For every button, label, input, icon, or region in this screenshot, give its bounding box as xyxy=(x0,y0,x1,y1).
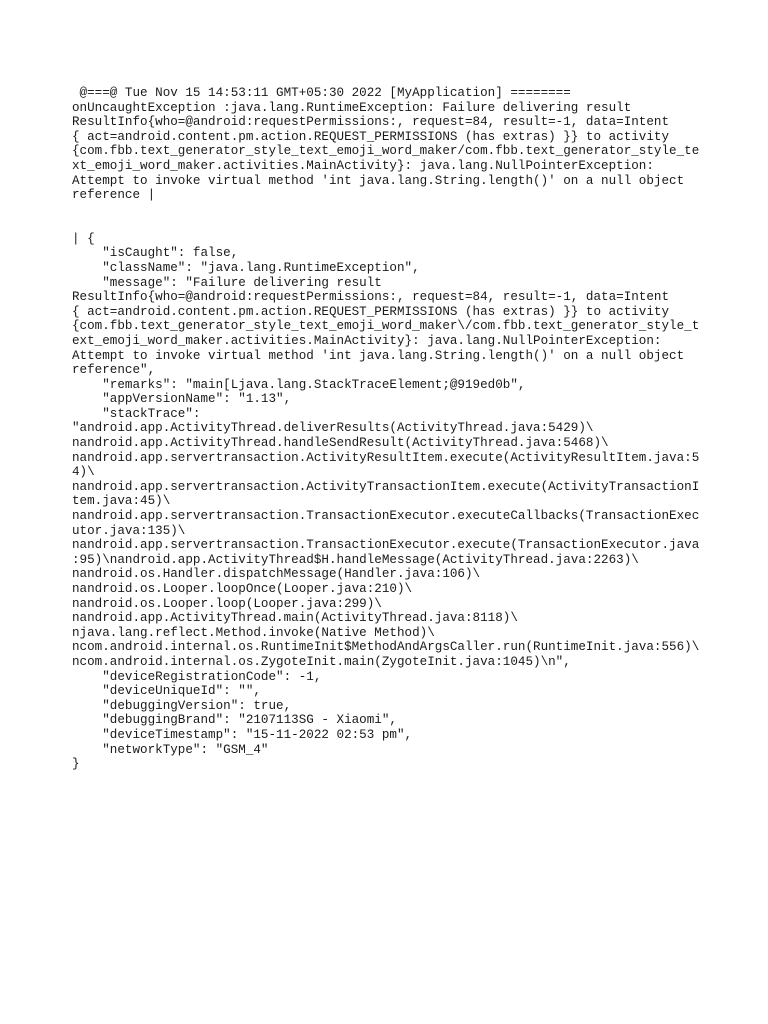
json-line: tem.java:45)\ xyxy=(72,494,171,509)
json-line: ext_emoji_word_maker.activities.MainActivity}: java.lang.NullPointerException: xyxy=(72,333,662,348)
json-line: 4)\ xyxy=(72,465,95,480)
log-line: onUncaughtException :java.lang.RuntimeException: Failure delivering result xyxy=(72,100,632,115)
json-line: "remarks": "main[Ljava.lang.StackTraceElement;@919ed0b", xyxy=(72,377,526,392)
json-line: "isCaught": false, xyxy=(72,246,239,261)
json-line: "android.app.ActivityThread.deliverResults(ActivityThread.java:5429)\ xyxy=(72,421,594,436)
log-line: ResultInfo{who=@android:requestPermissions:, request=84, result=-1, data=Intent xyxy=(72,115,670,130)
json-line: { act=android.content.pm.action.REQUEST_PERMISSIONS (has extras) }} to activity xyxy=(72,304,670,319)
json-line: } xyxy=(72,757,80,772)
crash-report-json xyxy=(72,232,702,772)
log-line: {com.fbb.text_generator_style_text_emoji_word_maker/com.fbb.text_generator_style_te xyxy=(72,144,700,159)
json-line: njava.lang.reflect.Method.invoke(Native Method)\ xyxy=(72,625,435,640)
json-line: "deviceRegistrationCode": -1, xyxy=(72,669,322,684)
json-line: "stackTrace": xyxy=(72,406,201,421)
json-line: ncom.android.internal.os.RuntimeInit$MethodAndArgsCaller.run(RuntimeInit.java:556)\ xyxy=(72,640,700,655)
json-line: "appVersionName": "1.13", xyxy=(72,392,292,407)
json-line: "message": "Failure delivering result xyxy=(72,275,382,290)
json-line: | { xyxy=(72,231,95,246)
json-line: ResultInfo{who=@android:requestPermissions:, request=84, result=-1, data=Intent xyxy=(72,290,670,305)
log-line: { act=android.content.pm.action.REQUEST_PERMISSIONS (has extras) }} to activity xyxy=(72,129,670,144)
log-line: Attempt to invoke virtual method 'int java.lang.String.length()' on a null object xyxy=(72,173,685,188)
json-line: "debuggingVersion": true, xyxy=(72,698,292,713)
json-line: ncom.android.internal.os.ZygoteInit.main(ZygoteInit.java:1045)\n", xyxy=(72,654,571,669)
json-line: "debuggingBrand": "2107113SG - Xiaomi", xyxy=(72,713,397,728)
crash-log-header xyxy=(72,86,702,203)
json-line: "deviceTimestamp": "15-11-2022 02:53 pm", xyxy=(72,727,413,742)
json-line: nandroid.app.servertransaction.TransactionExecutor.executeCallbacks(TransactionExec xyxy=(72,509,700,524)
json-line: "networkType": "GSM_4" xyxy=(72,742,269,757)
json-line: utor.java:135)\ xyxy=(72,523,186,538)
log-document xyxy=(72,86,702,772)
json-line: nandroid.app.servertransaction.ActivityResultItem.execute(ActivityResultItem.java:5 xyxy=(72,450,700,465)
json-line: nandroid.os.Handler.dispatchMessage(Handler.java:106)\ xyxy=(72,567,481,582)
json-line: reference", xyxy=(72,363,156,378)
json-line: {com.fbb.text_generator_style_text_emoji_word_maker\/com.fbb.text_generator_style_t xyxy=(72,319,700,334)
json-line: nandroid.os.Looper.loopOnce(Looper.java:210)\ xyxy=(72,582,413,596)
log-line: @===@ Tue Nov 15 14:53:11 GMT+05:30 2022 [MyApplication] ======== xyxy=(72,86,571,100)
json-line: "deviceUniqueId": "", xyxy=(72,684,261,699)
json-line: nandroid.app.servertransaction.ActivityTransactionItem.execute(ActivityTransactionI xyxy=(72,479,700,494)
json-line: nandroid.os.Looper.loop(Looper.java:299)\ xyxy=(72,596,382,611)
json-line: nandroid.app.ActivityThread.main(ActivityThread.java:8118)\ xyxy=(72,611,518,626)
log-line: xt_emoji_word_maker.activities.MainActivity}: java.lang.NullPointerException: xyxy=(72,158,654,173)
json-line: :95)\nandroid.app.ActivityThread$H.handleMessage(ActivityThread.java:2263)\ xyxy=(72,552,639,567)
json-line: nandroid.app.ActivityThread.handleSendResult(ActivityThread.java:5468)\ xyxy=(72,436,609,451)
log-line: reference | xyxy=(72,188,156,203)
json-line: Attempt to invoke virtual method 'int java.lang.String.length()' on a null object xyxy=(72,348,685,363)
json-line: nandroid.app.servertransaction.TransactionExecutor.execute(TransactionExecutor.java xyxy=(72,538,700,553)
blank-gap xyxy=(72,203,702,232)
json-line: "className": "java.lang.RuntimeException", xyxy=(72,260,420,275)
